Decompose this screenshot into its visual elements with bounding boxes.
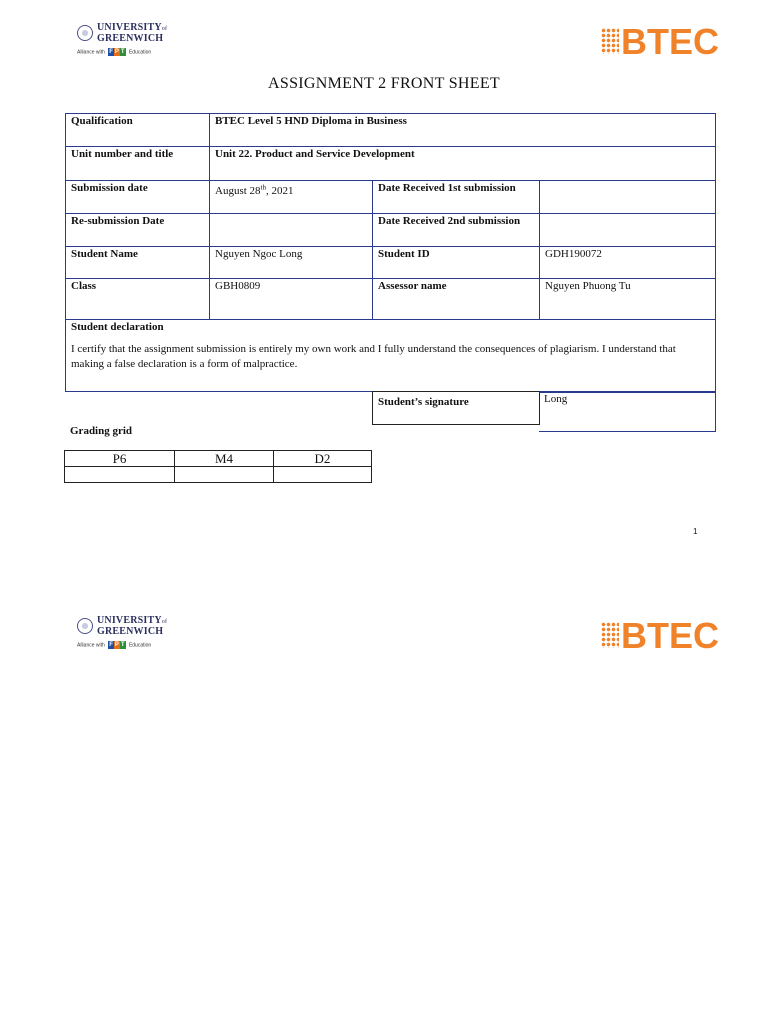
alliance-suffix: Education <box>128 642 152 649</box>
date-received-1-label: Date Received 1st submission <box>372 180 540 214</box>
student-name-label: Student Name <box>65 246 210 279</box>
university-of-greenwich-logo <box>77 21 177 65</box>
unit-value: Unit 22. Product and Service Development <box>209 146 716 181</box>
logo-of-text: of <box>161 619 168 625</box>
btec-logo-text: BTEC <box>621 615 719 656</box>
btec-dots-icon <box>601 28 619 54</box>
signature-value[interactable]: Long <box>539 392 716 432</box>
alliance-prefix: Alliance with <box>77 49 105 56</box>
logo-of-text: of <box>161 26 168 32</box>
date-received-1-value[interactable] <box>539 180 716 214</box>
class-label: Class <box>65 278 210 320</box>
grading-grid-label: Grading grid <box>70 425 133 437</box>
class-value: GBH0809 <box>209 278 373 320</box>
student-id-label: Student ID <box>372 246 540 279</box>
qualification-label: Qualification <box>65 113 210 147</box>
student-id-value: GDH190072 <box>539 246 716 279</box>
grade-header-p6: P6 <box>64 450 175 467</box>
resubmission-date-value[interactable] <box>209 213 373 247</box>
signature-label: Student’s signature <box>372 391 540 425</box>
greenwich-crest-icon <box>77 618 93 634</box>
grade-value-m4[interactable] <box>174 466 274 483</box>
grade-value-p6[interactable] <box>64 466 175 483</box>
fpt-logo-icon: F P T <box>109 642 125 648</box>
assessor-name-value: Nguyen Phuong Tu <box>539 278 716 320</box>
alliance-line <box>77 48 151 56</box>
qualification-value: BTEC Level 5 HND Diploma in Business <box>209 113 716 147</box>
date-received-2-label: Date Received 2nd submission <box>372 213 540 247</box>
grade-value-d2[interactable] <box>273 466 372 483</box>
btec-logo-page2 <box>601 614 721 658</box>
grade-header-d2: D2 <box>273 450 372 467</box>
logo-university-text: UNIVERSITY <box>97 615 162 626</box>
greenwich-crest-icon <box>77 25 93 41</box>
resubmission-date-label: Re-submission Date <box>65 213 210 247</box>
btec-logo-text: BTEC <box>621 21 719 62</box>
submission-date-label: Submission date <box>65 180 210 214</box>
logo-university-text: UNIVERSITY <box>97 22 162 33</box>
fpt-logo-icon: F P T <box>109 49 125 55</box>
logo-greenwich-text: GREENWICH <box>97 626 164 637</box>
student-declaration <box>65 319 716 392</box>
btec-dots-icon <box>601 622 619 648</box>
student-name-value: Nguyen Ngoc Long <box>209 246 373 279</box>
unit-label: Unit number and title <box>65 146 210 181</box>
university-of-greenwich-logo-page2 <box>77 614 177 658</box>
declaration-text: I certify that the assignment submission is entirely my own work and I fully understand the consequences of plagiarism. I understand that making a false declaration is a form of malpractice. <box>71 343 676 370</box>
btec-logo <box>601 20 721 64</box>
alliance-line <box>77 641 151 649</box>
page-number: 1 <box>693 527 698 536</box>
grade-header-m4: M4 <box>174 450 274 467</box>
alliance-suffix: Education <box>128 49 152 56</box>
page-title: ASSIGNMENT 2 FRONT SHEET <box>268 75 500 92</box>
assessor-name-label: Assessor name <box>372 278 540 320</box>
submission-date-value: August 28th, 2021 <box>209 180 373 214</box>
date-received-2-value[interactable] <box>539 213 716 247</box>
declaration-heading: Student declaration <box>71 321 164 333</box>
logo-greenwich-text: GREENWICH <box>97 33 164 44</box>
alliance-prefix: Alliance with <box>77 642 105 649</box>
